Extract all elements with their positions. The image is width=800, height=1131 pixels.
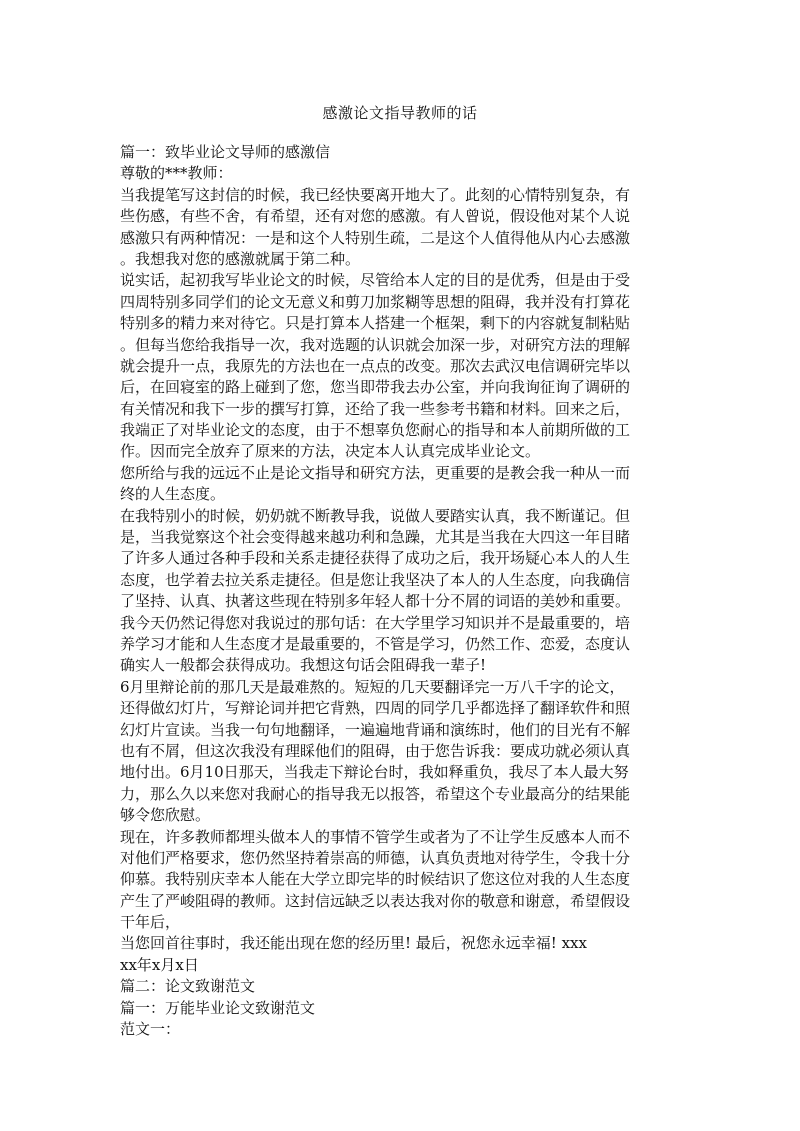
text-line: 。但每当您给我指导一次，我对选题的认识就会加深一步，对研究方法的理解 — [120, 335, 631, 354]
text-line: 在我特别小的时候，奶奶就不断教导我，说做人要踏实认真，我不断谨记。但 — [120, 506, 631, 525]
text-line: 现在，许多教师都埋头做本人的事情不管学生或者为了不让学生反感本人而不 — [120, 827, 631, 846]
text-line: 。我想我对您的感激就属于第二种。 — [120, 249, 361, 268]
text-line: 特别多的精力来对待它。只是打算本人搭建一个框架，剩下的内容就复制粘贴 — [120, 314, 631, 333]
text-line: 有关情况和我下一步的撰写打算，还给了我一些参考书籍和材料。回来之后， — [120, 399, 631, 418]
text-line: 力，那么久以来您对我耐心的指导我无以报答，希望这个专业最高分的结果能 — [120, 784, 631, 803]
text-line: 幻灯片宣读。当我一句句地翻译，一遍遍地背诵和演练时，他们的目光有不解 — [120, 720, 631, 739]
text-line: 您所给与我的远远不止是论文指导和研究方法，更重要的是教会我一种从一而 — [120, 463, 631, 482]
text-line: 我今天仍然记得您对我说过的那句话：在大学里学习知识并不是最重要的，培 — [120, 613, 631, 632]
text-line: 干年后， — [120, 913, 181, 932]
text-line: 尊敬的***教师： — [120, 164, 233, 183]
text-line: 说实话，起初我写毕业论文的时候，尽管给本人定的目的是优秀，但是由于受 — [120, 271, 631, 290]
text-line: 还得做幻灯片，写辩论词并把它背熟，四周的同学几乎都选择了翻译软件和照 — [120, 699, 631, 718]
text-line: 确实人一般都会获得成功。我想这句话会阻碍我一辈子! — [120, 656, 487, 675]
text-line: xx年x月x日 — [120, 955, 199, 974]
text-line: 篇一：致毕业论文导师的感激信 — [120, 143, 331, 161]
text-line: 作。因而完全放弃了原来的方法，决定本人认真完成毕业论文。 — [120, 442, 541, 461]
text-line: 够令您欣慰。 — [120, 806, 211, 825]
text-line: 产生了严峻阻碍的教师。这封信远缺乏以表达我对你的敬意和谢意，希望假设 — [120, 891, 631, 910]
text-line: 对他们严格要求，您仍然坚持着崇高的师德，认真负责地对待学生，令我十分 — [120, 848, 631, 867]
text-line: 了坚持、认真、执著这些现在特别多年轻人都十分不屑的词语的美妙和重要。 — [120, 592, 631, 611]
text-line: 篇二：论文致谢范文 — [120, 977, 256, 996]
text-line: 6月里辩论前的那几天是最难熬的。短短的几天要翻译完一万八千字的论文， — [120, 677, 625, 696]
text-line: 四周特别多同学们的论文无意义和剪刀加浆糊等思想的阻碍，我并没有打算花 — [120, 292, 631, 311]
text-line: 态度，也学着去拉关系走捷径。但是您让我坚决了本人的人生态度，向我确信 — [120, 570, 631, 589]
text-line: 感激只有两种情况：一是和这个人特别生疏，二是这个人值得他从内心去感激 — [120, 228, 631, 247]
text-line: 仰慕。我特别庆幸本人能在大学立即完毕的时候结识了您这位对我的人生态度 — [120, 870, 631, 889]
text-line: 了许多人通过各种手段和关系走捷径获得了成功之后，我开场疑心本人的人生 — [120, 549, 631, 568]
text-line: 我端正了对毕业论文的态度，由于不想辜负您耐心的指导和本人前期所做的工 — [120, 421, 631, 440]
page-title: 感激论文指导教师的话 — [322, 104, 478, 122]
text-line: 当我提笔写这封信的时候，我已经快要离开地大了。此刻的心情特别复杂，有 — [120, 185, 631, 204]
text-line: 些伤感，有些不舍，有希望，还有对您的感激。有人曾说，假设他对某个人说 — [120, 207, 631, 226]
text-line: 后，在回寝室的路上碰到了您，您当即带我去办公室，并向我询征询了调研的 — [120, 378, 631, 397]
text-line: 是，当我觉察这个社会变得越来越功利和急躁，尤其是当我在大四这一年目睹 — [120, 528, 631, 547]
text-line: 终的人生态度。 — [120, 485, 226, 504]
text-line: 也有不屑，但这次我没有理睬他们的阻碍，由于您告诉我：要成功就必须认真 — [120, 741, 631, 760]
text-line: 篇一：万能毕业论文致谢范文 — [120, 998, 316, 1017]
text-line: 养学习才能和人生态度才是最重要的，不管是学习，仍然工作、恋爱，态度认 — [120, 634, 631, 653]
text-line: 地付出。6月10日那天，当我走下辩论台时，我如释重负，我尽了本人最大努 — [120, 763, 629, 782]
text-line: 当您回首往事时，我还能出现在您的经历里! 最后，祝您永远幸福! xxx — [120, 934, 587, 953]
document-body — [120, 142, 680, 1040]
text-line: 就会提升一点，我原先的方法也在一点点的改变。那次去武汉电信调研完毕以 — [120, 356, 631, 375]
text-line: 范文一： — [120, 1020, 181, 1039]
